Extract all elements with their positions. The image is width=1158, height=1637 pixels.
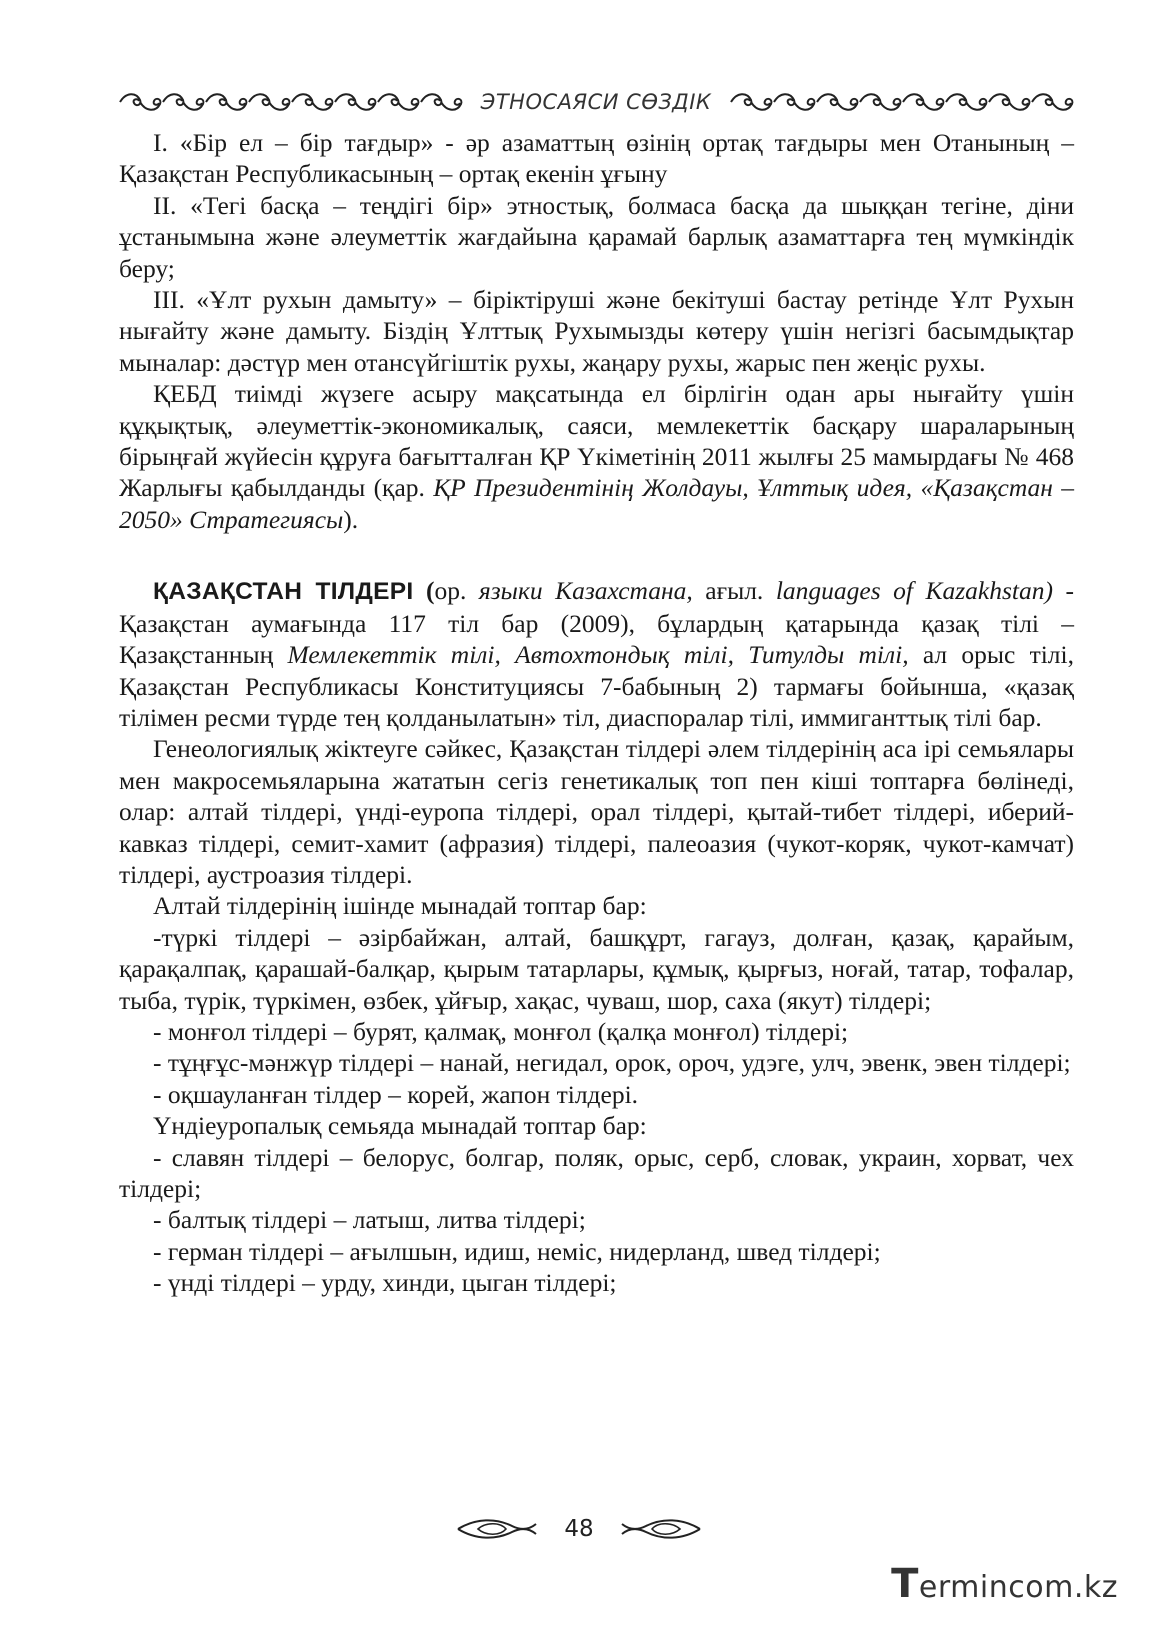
entry-kazakhstan-languages — [119, 575, 1074, 733]
ornament-left-icon — [118, 89, 463, 115]
flourish-left-icon — [456, 1516, 538, 1542]
russian-label: ор. — [434, 576, 479, 606]
entry-text: - Қазақстан аумағында 117 тіл бар (2009), бұлардың қатарында қазақ тілі – Қазақстанның — [119, 576, 1074, 670]
paragraph-text: ). — [343, 504, 359, 534]
paragraph-indoeuropean-intro: Үндіеуропалық семьяда мынадай топтар бар: — [153, 1111, 647, 1141]
english-term: languages of Kazakhstan) — [775, 576, 1053, 606]
paragraph-text: ҚЕБД тиімді жүзеге асыру мақсатында ел бірлігін одан ары нығайту үшін құқықтық, әлеуметтік-экономикалық, саяси, мемлекеттік басқару шараларының бірыңғай жүйесін құруға бағытталған ҚР Үкіметінің 2011 жылғы 25 мамырдағы № 468 Жарлығы қабылданды (қар. — [119, 379, 1074, 503]
ornament-right-icon — [729, 89, 1074, 115]
list-item-indic: - үнді тілдері – урду, хинди, цыган тілдері; — [153, 1268, 617, 1298]
entry-paren: ( — [413, 576, 435, 606]
list-item-germanic: - герман тілдері – ағылшын, идиш, неміс, нидерланд, швед тілдері; — [153, 1236, 881, 1266]
paragraph-altai-intro: Алтай тілдерінің ішінде мынадай топтар бар: — [153, 891, 647, 921]
flourish-right-icon — [620, 1516, 702, 1542]
paragraph-principle-3: ІІІ. «Ұлт рухын дамыту» – біріктіруші және бекітуші бастау ретінде Ұлт Рухын нығайту және дамыту. Біздің Ұлттық Рухымызды көтеру үшін негізгі басымдықтар мыналар: дәстүр мен отансүйгіштік рухы, жаңару рухы, жарыс пен жеңіс рухы. — [119, 285, 1074, 377]
paragraph-genealogical: Генеологиялық жіктеуге сәйкес, Қазақстан тілдері әлем тілдерінің аса ірі семьялары мен макросемьяларына жататын сегіз генетикалық топ пен кіші топтарға бөлінеді, олар: алтай тілдері, үнді-еуропа тілдері, орал тілдері, қытай-тибет тілдері, иберий-кавказ тілдері, семит-хамит (афразия) тілдері, палеоазия (чукот-коряк, чукот-камчат) тілдері, аустроазия тілдері. — [119, 734, 1074, 889]
russian-term: языки Казахстана, — [478, 576, 693, 606]
english-label: ағыл. — [692, 576, 776, 606]
watermark-text: ermincom.kz — [918, 1570, 1118, 1605]
page-number: 48 — [564, 1516, 594, 1542]
list-item-slavic: - славян тілдері – белорус, болгар, поляк, орыс, серб, словак, украин, хорват, чех тілдері; — [119, 1142, 1074, 1203]
header-title: ЭТНОСАЯСИ СӨЗДІК — [480, 90, 712, 114]
running-header — [118, 88, 1074, 116]
list-item-baltic: - балтық тілдері – латыш, литва тілдері; — [153, 1205, 586, 1235]
list-item-turkic: -түркі тілдері – әзірбайжан, алтай, башқұрт, гагауз, долған, қазақ, қарайым, қарақалпақ, қарашай-балқар, қырым татарлары, құмық, қырғыз, ноғай, татар, тофалар, тыба, түрік, түркімен, өзбек, ұйғыр, хақас, чуваш, шор, саха (якут) тілдері; — [119, 922, 1074, 1015]
paragraph-principle-1: І. «Бір ел – бір тағдыр» - әр азаматтың өзінің ортақ тағдыры мен Отанының – Қазақстан Республикасының – ортақ екенін ұғыну — [119, 128, 1074, 189]
list-item-mongol: - монғол тілдері – бурят, қалмақ, монғол (қалқа монғол) тілдері; — [153, 1016, 849, 1046]
list-item-isolated: - оқшауланған тілдер – корей, жапон тілдері. — [153, 1079, 639, 1109]
entry-headword: ҚАЗАҚСТАН ТІЛДЕРІ — [153, 578, 414, 606]
cross-reference: ҚР Президентінің Жолдауы, Ұлттық идея, «Қазақстан – 2050» Стратегиясы — [119, 473, 1074, 534]
entry-text: ал орыс тілі, Қазақстан Республикасы Конституциясы 7-бабының 2) тармағы бойынша, «қазақ тілімен ресми түрде тең қолданылатын» тіл, диаспоралар тілі, иммиганттық тілі бар. — [119, 640, 1074, 732]
list-item-tungus: - тұңғұс-мәнжүр тілдері – нанай, негидал, орок, ороч, удэге, улч, эвенк, эвен тілдері; — [153, 1048, 1071, 1078]
paragraph-kebd — [119, 378, 1074, 535]
site-watermark — [891, 1561, 1118, 1607]
page-footer — [0, 1511, 1158, 1547]
page-body — [119, 127, 1074, 1299]
paragraph-principle-2: ІІ. «Тегі басқа – теңдігі бір» этностық, болмаса басқа да шыққан тегіне, діни ұстанымына және әлеуметтік жағдайына қарамай барлық азаматтарға тең мүмкіндік беру; — [119, 190, 1074, 283]
cross-reference: Мемлекеттік тілі, Автохтондық тілі, Титулды тілі, — [287, 640, 909, 670]
watermark-initial: T — [891, 1561, 919, 1607]
